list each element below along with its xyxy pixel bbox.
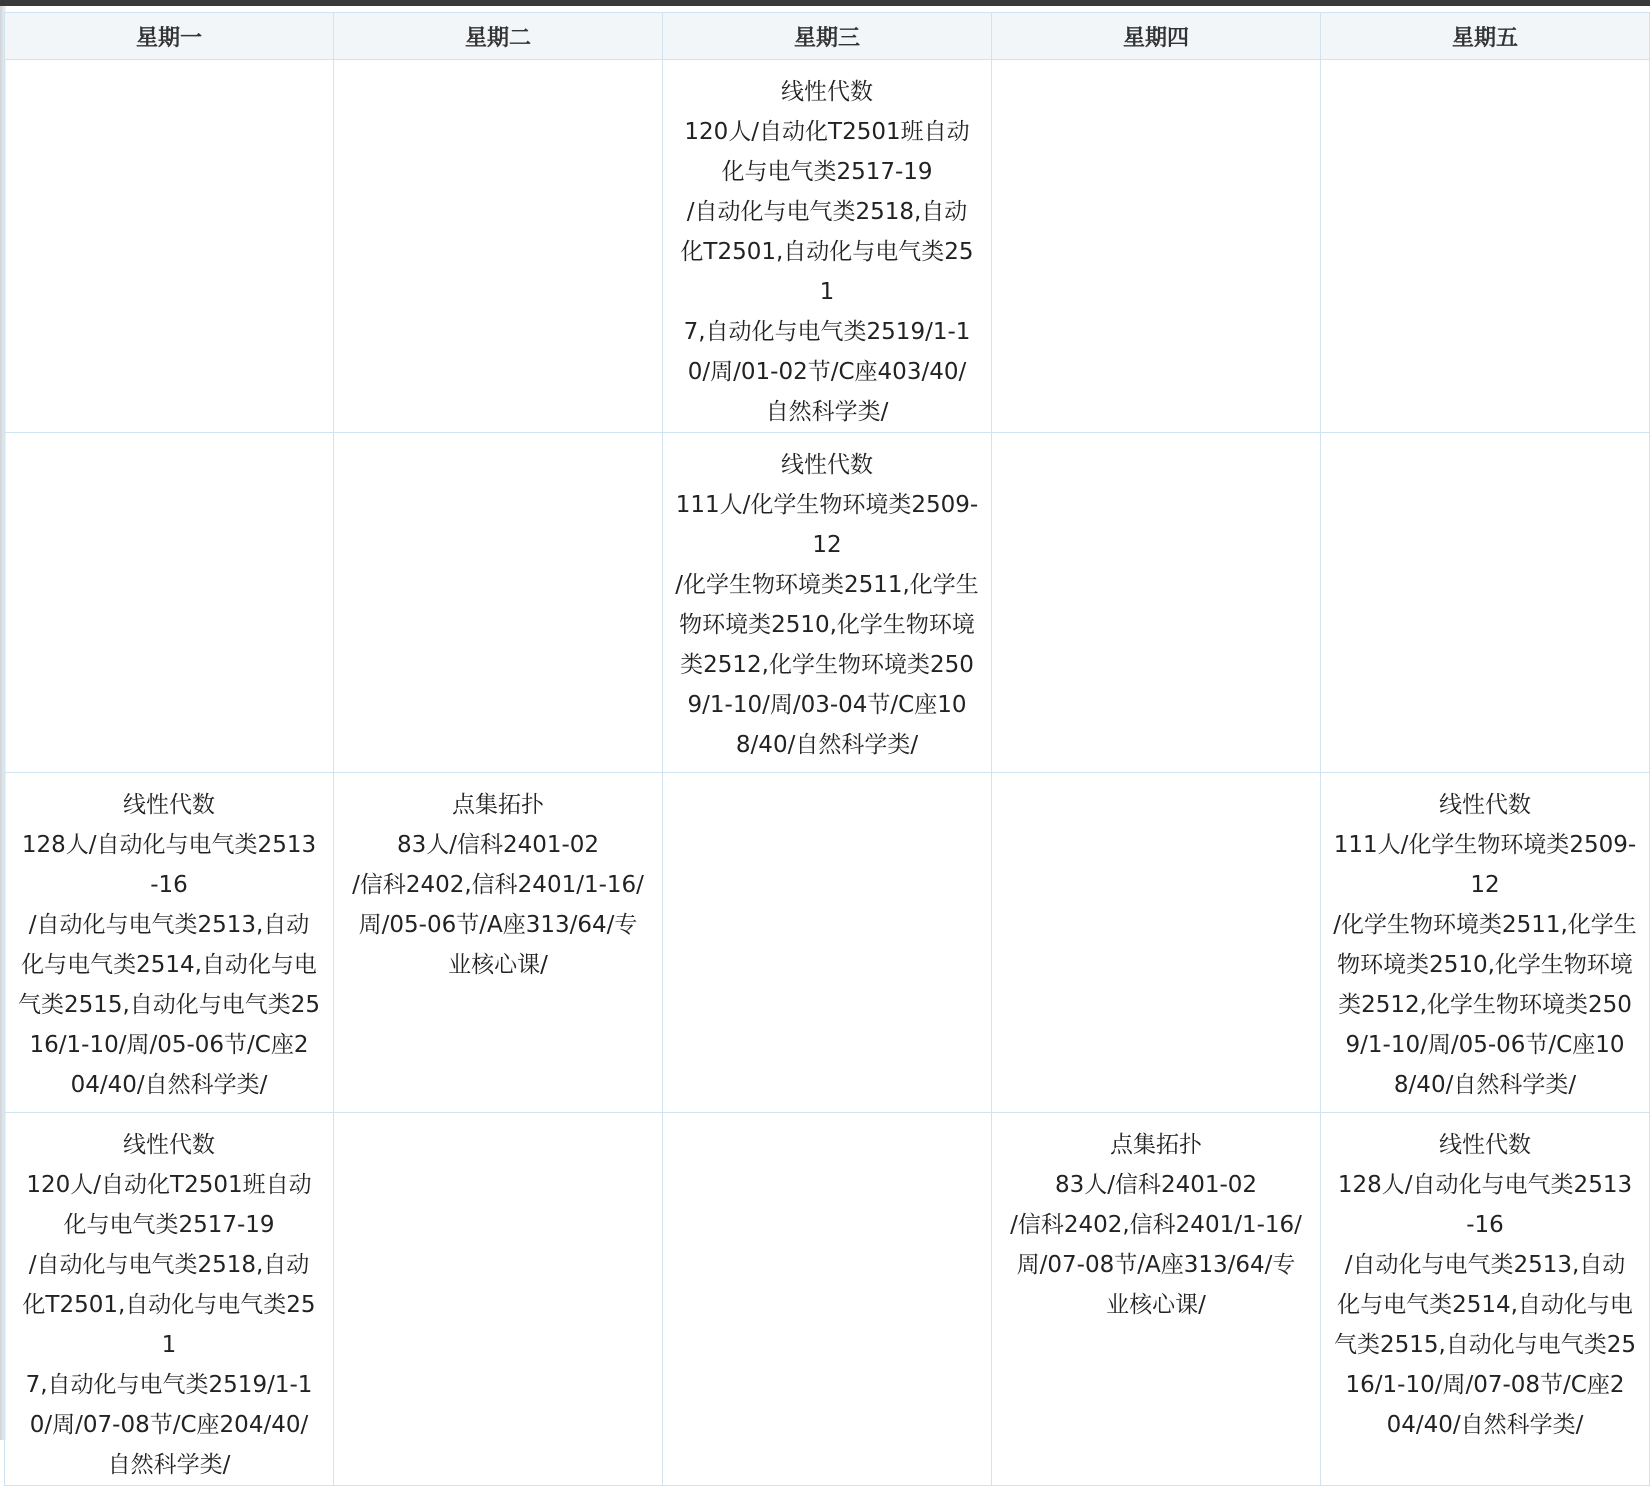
course-detail-line: 7,自动化与电气类2519/1-1 xyxy=(25,1372,313,1398)
course-detail-line: 83人/信科2401-02 xyxy=(396,832,600,858)
course-detail-line: 气类2515,自动化与电气类25 xyxy=(1333,1332,1637,1358)
course-detail-line: 周/07-08节/A座313/64/专 xyxy=(1016,1252,1296,1278)
course-detail-line: 业核心课/ xyxy=(448,952,548,978)
course-detail-line: 128人/自动化与电气类2513 xyxy=(21,832,317,858)
course-detail-line: 化与电气类2517-19 xyxy=(721,159,933,185)
course-detail-line: 周/05-06节/A座313/64/专 xyxy=(358,912,638,938)
course-detail-line: 化与电气类2517-19 xyxy=(63,1212,275,1238)
slot-cell-monday xyxy=(5,433,334,773)
course-detail-line: 16/1-10/周/05-06节/C座2 xyxy=(29,1032,309,1058)
course-detail-line: 04/40/自然科学类/ xyxy=(70,1072,268,1098)
course-detail-line: 化T2501,自动化与电气类251 xyxy=(22,1292,316,1358)
course-detail-line: 化与电气类2514,自动化与电 xyxy=(1337,1292,1633,1318)
course-detail-line: 128人/自动化与电气类2513 xyxy=(1337,1172,1633,1198)
course-detail-line: 自然科学类/ xyxy=(107,1452,231,1478)
slot-cell-tuesday xyxy=(334,433,663,773)
course-detail-line: /化学生物环境类2511,化学生 xyxy=(675,572,979,598)
course-entry[interactable] xyxy=(17,785,322,1105)
course-detail-line: 120人/自动化T2501班自动 xyxy=(26,1172,312,1198)
slot-cell-friday xyxy=(1321,433,1650,773)
course-detail-line: 化T2501,自动化与电气类251 xyxy=(680,239,974,305)
course-entry[interactable] xyxy=(1004,1125,1309,1325)
course-detail-line: -16 xyxy=(1466,1212,1504,1238)
course-detail-line: 物环境类2510,化学生物环境 xyxy=(1337,952,1633,978)
course-detail-line: 化与电气类2514,自动化与电 xyxy=(21,952,317,978)
header-wednesday: 星期三 xyxy=(663,13,992,60)
slot-cell-monday[interactable] xyxy=(5,773,334,1113)
slot-cell-thursday xyxy=(992,433,1321,773)
course-detail-line: 业核心课/ xyxy=(1106,1292,1206,1318)
course-name: 线性代数 xyxy=(1439,792,1531,818)
header-thursday: 星期四 xyxy=(992,13,1321,60)
course-detail-line: 111人/化学生物环境类2509- xyxy=(675,492,979,518)
course-name: 线性代数 xyxy=(123,792,215,818)
slot-cell-friday[interactable] xyxy=(1321,773,1650,1113)
table-row xyxy=(5,773,1650,1113)
course-detail-line: 12 xyxy=(812,532,842,558)
slot-cell-tuesday xyxy=(334,60,663,433)
course-detail-line: -16 xyxy=(150,872,188,898)
course-detail-line: /信科2402,信科2401/1-16/ xyxy=(1010,1212,1302,1238)
timetable xyxy=(4,12,1650,1486)
course-name: 线性代数 xyxy=(781,79,873,105)
course-entry[interactable] xyxy=(346,785,651,985)
slot-cell-thursday xyxy=(992,773,1321,1113)
course-detail-line: /自动化与电气类2513,自动 xyxy=(28,912,310,938)
slot-cell-tuesday[interactable] xyxy=(334,773,663,1113)
slot-cell-wednesday[interactable] xyxy=(663,60,992,433)
window-top-bar xyxy=(0,0,1650,6)
timetable-body xyxy=(5,60,1650,1486)
slot-cell-wednesday xyxy=(663,773,992,1113)
course-detail-line: 0/周/07-08节/C座204/40/ xyxy=(29,1412,309,1438)
course-detail-line: /自动化与电气类2518,自动 xyxy=(686,199,968,225)
course-entry[interactable] xyxy=(675,72,980,432)
header-friday: 星期五 xyxy=(1321,13,1650,60)
slot-cell-tuesday xyxy=(334,1113,663,1486)
course-detail-line: 04/40/自然科学类/ xyxy=(1386,1412,1584,1438)
table-row xyxy=(5,433,1650,773)
course-detail-line: /信科2402,信科2401/1-16/ xyxy=(352,872,644,898)
course-name: 线性代数 xyxy=(1439,1132,1531,1158)
table-row xyxy=(5,60,1650,433)
course-detail-line: 83人/信科2401-02 xyxy=(1054,1172,1258,1198)
slot-cell-wednesday xyxy=(663,1113,992,1486)
course-detail-line: 类2512,化学生物环境类250 xyxy=(680,652,974,678)
slot-cell-thursday[interactable] xyxy=(992,1113,1321,1486)
slot-cell-friday[interactable] xyxy=(1321,1113,1650,1486)
course-entry[interactable] xyxy=(675,445,980,765)
slot-cell-monday xyxy=(5,60,334,433)
course-detail-line: 8/40/自然科学类/ xyxy=(1393,1072,1577,1098)
header-monday: 星期一 xyxy=(5,13,334,60)
slot-cell-friday xyxy=(1321,60,1650,433)
course-detail-line: 气类2515,自动化与电气类25 xyxy=(17,992,321,1018)
course-detail-line: 7,自动化与电气类2519/1-1 xyxy=(683,319,971,345)
header-row xyxy=(5,13,1650,60)
course-detail-line: 12 xyxy=(1470,872,1500,898)
timetable-container xyxy=(4,12,1650,1478)
course-name: 点集拓扑 xyxy=(1110,1132,1202,1158)
slot-cell-monday[interactable] xyxy=(5,1113,334,1486)
table-row xyxy=(5,1113,1650,1486)
course-detail-line: /自动化与电气类2513,自动 xyxy=(1344,1252,1626,1278)
course-entry[interactable] xyxy=(17,1125,322,1485)
course-detail-line: 类2512,化学生物环境类250 xyxy=(1338,992,1632,1018)
course-entry[interactable] xyxy=(1333,1125,1638,1445)
course-detail-line: 111人/化学生物环境类2509- xyxy=(1333,832,1637,858)
course-detail-line: /自动化与电气类2518,自动 xyxy=(28,1252,310,1278)
course-name: 线性代数 xyxy=(781,452,873,478)
course-detail-line: 9/1-10/周/05-06节/C座10 xyxy=(1345,1032,1625,1058)
course-detail-line: /化学生物环境类2511,化学生 xyxy=(1333,912,1637,938)
slot-cell-thursday xyxy=(992,60,1321,433)
course-detail-line: 自然科学类/ xyxy=(765,399,889,425)
course-detail-line: 16/1-10/周/07-08节/C座2 xyxy=(1345,1372,1625,1398)
course-detail-line: 8/40/自然科学类/ xyxy=(735,732,919,758)
slot-cell-wednesday[interactable] xyxy=(663,433,992,773)
course-detail-line: 9/1-10/周/03-04节/C座10 xyxy=(687,692,967,718)
course-detail-line: 120人/自动化T2501班自动 xyxy=(684,119,970,145)
course-entry[interactable] xyxy=(1333,785,1638,1105)
header-tuesday: 星期二 xyxy=(334,13,663,60)
course-name: 线性代数 xyxy=(123,1132,215,1158)
course-name: 点集拓扑 xyxy=(452,792,544,818)
course-detail-line: 0/周/01-02节/C座403/40/ xyxy=(687,359,967,385)
course-detail-line: 物环境类2510,化学生物环境 xyxy=(679,612,975,638)
